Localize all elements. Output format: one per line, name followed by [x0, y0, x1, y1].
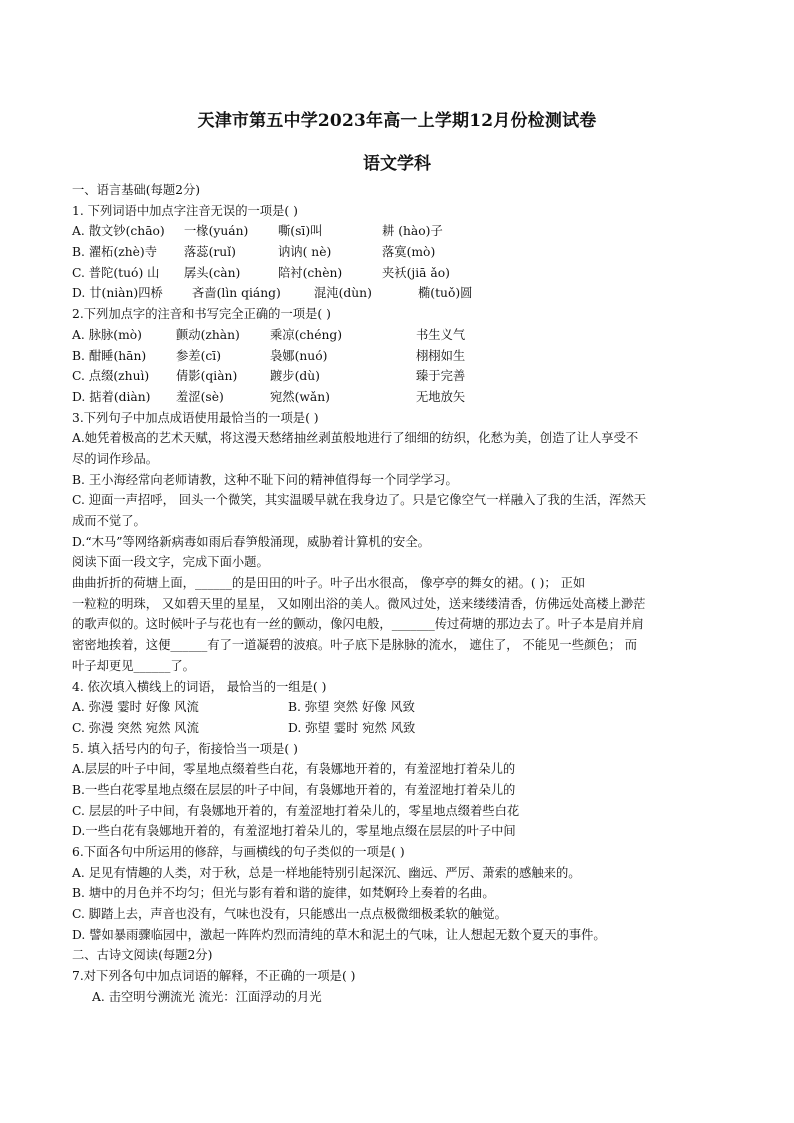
exam-content [72, 180, 724, 1008]
question-6-option-b: B. 塘中的月色并不均匀；但光与影有着和谐的旋律，如梵婀玲上奏着的名曲。 [72, 886, 495, 901]
reading-passage-line: 密密地挨着，这便______有了一道凝碧的波痕。叶子底下是脉脉的流水， 遮住了， 不能见一些颜色； 而 [72, 638, 638, 653]
option-item: B. 酣睡(hān) [72, 348, 147, 363]
question-5-option-c: C. 层层的叶子中间，有袅娜地开着的，有羞涩地打着朵儿的，零星地点缀着些白花 [72, 803, 520, 818]
option-item: 耕 (hào)子 [382, 224, 443, 239]
option-item: C. 弥漫 突然 宛然 风流 [72, 720, 199, 735]
question-2-option-c [72, 366, 724, 387]
reading-intro: 阅读下面一段文字，完成下面小题。 [72, 555, 269, 570]
question-7-option-a: A. 击空明兮溯流光 流光：江面浮动的月光 [92, 989, 322, 1004]
option-item: 椭(tuǒ)圆 [418, 286, 473, 301]
subject-heading: 语文学科 [363, 154, 431, 174]
option-item: 羞涩(sè) [176, 389, 224, 404]
question-2-option-d [72, 387, 724, 408]
question-2-option-a [72, 325, 724, 346]
option-item: C. 普陀(tuó) 山 [72, 265, 160, 280]
question-2-option-b [72, 346, 724, 367]
option-item: 栩栩如生 [416, 348, 466, 363]
option-item: A. 脉脉(mò) [72, 327, 142, 342]
option-item: 参差(cī) [176, 348, 222, 363]
option-item: D. 掂着(diàn) [72, 389, 151, 404]
option-item: 袅娜(nuó) [270, 348, 328, 363]
option-item: 踱步(dù) [270, 369, 320, 384]
option-item: 陪衬(chèn) [278, 265, 343, 280]
question-6-stem: 6.下面各句中所运用的修辞，与画横线的句子类似的一项是( ) [72, 845, 405, 859]
reading-passage-line: 的歌声似的。这时候叶子与花也有一丝的颤动，像闪电般，_______传过荷塘的那边去了。叶子本是肩并肩 [72, 617, 644, 632]
question-5-option-a: A.层层的叶子中间，零星地点缀着些白花，有袅娜地开着的，有羞涩地打着朵儿的 [72, 762, 516, 777]
option-item: 夹袄(jiā ǎo) [382, 265, 450, 280]
question-5-stem: 5. 填入括号内的句子，衔接恰当一项是( ) [72, 741, 298, 756]
question-3-option-a-cont: 尽的词作珍品。 [72, 451, 159, 466]
option-item: 书生义气 [416, 327, 466, 342]
option-item: 孱头(càn) [184, 265, 241, 280]
option-item: 讷讷( nè) [278, 245, 332, 260]
option-item: B. 弥望 突然 好像 风致 [288, 700, 415, 715]
option-item: 吝啬(lìn qiáng) [192, 286, 281, 301]
question-3-option-c-cont: 成而不觉了。 [72, 514, 146, 528]
option-item: C. 点缀(zhuì) [72, 369, 150, 384]
reading-passage-line: 曲曲折折的荷塘上面，______的是田田的叶子。叶子出水很高， 像亭亭的舞女的裙。( )； 正如 [72, 576, 586, 591]
question-3-option-c: C. 迎面一声招呼， 回头一个微笑，其实温暖早就在我身边了。只是它像空气一样融入了我的生活，浑然天 [72, 493, 647, 508]
question-6-option-c: C. 脚踏上去，声音也没有，气味也没有，只能感出一点点极微细极柔软的触觉。 [72, 907, 507, 922]
question-1-option-d [72, 283, 724, 304]
question-7-stem: 7.对下列各句中加点词语的解释，不正确的一项是( ) [72, 969, 356, 984]
reading-passage-line: 叶子却更见______了。 [72, 658, 195, 673]
option-item: 落蕊(ruǐ) [184, 245, 236, 260]
section-heading-1: 一、语言基础(每题2分) [72, 183, 201, 197]
question-6-option-d: D. 譬如暴雨骤临园中，激起一阵阵灼烈而清纯的草木和泥土的气味，让人想起无数个夏天的事件。 [72, 927, 606, 942]
option-item: 落寞(mò) [382, 245, 436, 260]
question-4-options-cd [72, 718, 724, 739]
question-1-option-a [72, 221, 724, 242]
question-3-option-b: B. 王小海经常向老师请教，这种不耻下问的精神值得每一个同学学习。 [72, 472, 458, 487]
option-item: B. 濯柘(zhè)寺 [72, 245, 158, 260]
option-item: 臻于完善 [416, 369, 466, 384]
option-item: 一椽(yuán) [184, 224, 249, 239]
question-5-option-d: D.一些白花有袅娜地开着的，有羞涩地打着朵儿的，零星地点缀在层层的叶子中间 [72, 824, 516, 839]
question-1-option-c [72, 263, 724, 284]
question-3-stem: 3.下列句子中加点成语使用最恰当的一项是( ) [72, 410, 319, 425]
question-2-stem: 2.下列加点字的注音和书写完全正确的一项是( ) [72, 307, 331, 322]
exam-title: 天津市第五中学2023年高一上学期12月份检测试卷 [197, 111, 597, 131]
option-item: 无地放矢 [416, 389, 466, 404]
option-item: 颤动(zhàn) [176, 327, 240, 342]
option-item: A. 散文钞(chāo) [72, 224, 165, 239]
question-3-option-a: A.她凭着极高的艺术天赋，将这漫天愁绪抽丝剥茧般地进行了细细的纺织，化愁为美，创造了让人享受不 [72, 431, 639, 446]
option-item: 宛然(wǎn) [270, 389, 330, 404]
question-3-option-d: D.“木马”等网络新病毒如雨后春笋般涌现，威胁着计算机的安全。 [72, 534, 430, 549]
question-4-options-ab [72, 697, 724, 718]
option-item: 倩影(qiàn) [176, 369, 238, 384]
option-item: 混沌(dùn) [314, 286, 372, 301]
option-item: 乘凉(chéng) [270, 327, 343, 342]
reading-passage-line: 一粒粒的明珠， 又如碧天里的星星， 又如刚出浴的美人。微风过处，送来缕缕清香，仿佛远处高楼上渺茫 [72, 596, 646, 611]
question-1-option-b [72, 242, 724, 263]
option-item: 嘶(sī)叫 [278, 224, 323, 239]
option-item: D. 弥望 霎时 宛然 风致 [288, 720, 416, 735]
question-5-option-b: B.一些白花零星地点缀在层层的叶子中间，有袅娜地开着的，有羞涩地打着朵儿的 [72, 782, 516, 797]
question-4-stem: 4. 依次填入横线上的词语， 最恰当的一组是( ) [72, 679, 327, 694]
section-heading-2: 二、古诗文阅读(每题2分) [72, 948, 213, 963]
question-6-option-a: A. 足见有情趣的人类，对于秋，总是一样地能特别引起深沉、幽远、严厉、萧索的感触来的。 [72, 865, 581, 880]
option-item: A. 弥漫 霎时 好像 风流 [72, 700, 199, 715]
question-1-stem: 1. 下列词语中加点字注音无误的一项是( ) [72, 203, 298, 218]
option-item: D. 廿(niàn)四桥 [72, 286, 163, 301]
